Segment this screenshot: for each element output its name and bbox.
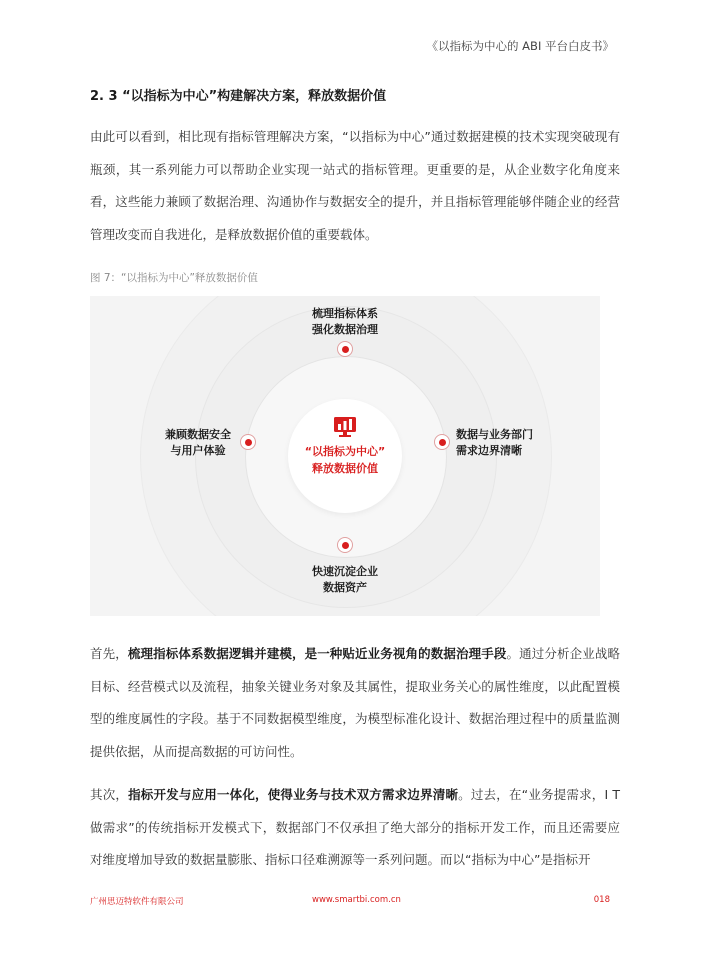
node-bottom-line1: 快速沉淀企业 [312, 565, 378, 578]
first-point-paragraph [90, 638, 620, 768]
figure-caption: 图 7：“以指标为中心”释放数据价值 [90, 272, 258, 284]
intro-paragraph: 由此可以看到，相比现有指标管理解决方案，“以指标为中心”通过数据建模的技术实现突破现有瓶颈，其一系列能力可以帮助企业实现一站式的指标管理。更重要的是，从企业数字化角度来看，这些能力兼顾了数据治理、沟通协作与数据安全的提升，并且指标管理能够伴随企业的经营管理改变而自我进化，是释放数据价值的重要载体。 [90, 129, 620, 242]
node-right-line2: 需求边界清晰 [456, 444, 522, 457]
node-top-dot [337, 341, 353, 357]
center-label [295, 443, 395, 477]
node-left-label [148, 427, 248, 459]
second-point-emphasis: 指标开发与应用一体化，使得业务与技术双方需求边界清晰 [128, 787, 459, 802]
second-point-lead: 其次， [90, 787, 129, 802]
node-bottom-dot [337, 537, 353, 553]
first-point-emphasis: 梳理指标体系数据逻辑并建模，是一种贴近业务视角的数据治理手段 [127, 646, 507, 661]
bar-chart-monitor-icon [333, 416, 357, 438]
first-point-lead: 首先， [90, 646, 128, 661]
node-left-line1: 兼顾数据安全 [165, 428, 231, 441]
footer-website[interactable]: www.smartbi.com.cn [312, 895, 401, 905]
document-header-title: 《以指标为中心的 ABI 平台白皮书》 [426, 39, 614, 53]
node-right-line1: 数据与业务部门 [456, 428, 533, 441]
node-bottom-line2: 数据资产 [323, 581, 367, 594]
section-title: 2. 3 “以指标为中心”构建解决方案，释放数据价值 [90, 89, 387, 104]
center-label-line1: “以指标为中心” [304, 445, 386, 458]
node-top-label [295, 306, 395, 338]
first-point-body: 。通过分析企业战略目标、经营模式以及流程，抽象关键业务对象及其属性，提取业务关心的属性维度，以此配置模型的维度属性的字段。基于不同数据模型维度，为模型标准化设计、数据治理过程中的质量监测提供依据，从而提高数据的可访问性。 [90, 646, 620, 759]
second-point-body: 。过去，在“业务提需求，I T 做需求”的传统指标开发模式下，数据部门不仅承担了绝大部分的指标开发工作，而且还需要应对维度增加导致的数据量膨胀、指标口径难溯源等一系列问题。而以“指标为中心”是指标开 [90, 787, 620, 867]
node-top-line1: 梳理指标体系 [312, 307, 378, 320]
node-top-line2: 强化数据治理 [312, 323, 378, 336]
value-diagram [90, 296, 600, 616]
node-left-dot [240, 434, 256, 450]
node-right-label [456, 427, 546, 459]
footer-company: 广州思迈特软件有限公司 [90, 897, 184, 907]
node-right-dot [434, 434, 450, 450]
center-label-line2: 释放数据价值 [312, 462, 378, 475]
second-point-paragraph [90, 779, 620, 877]
footer-page-number: 018 [593, 895, 610, 905]
node-bottom-label [295, 564, 395, 596]
node-left-line2: 与用户体验 [170, 444, 226, 457]
